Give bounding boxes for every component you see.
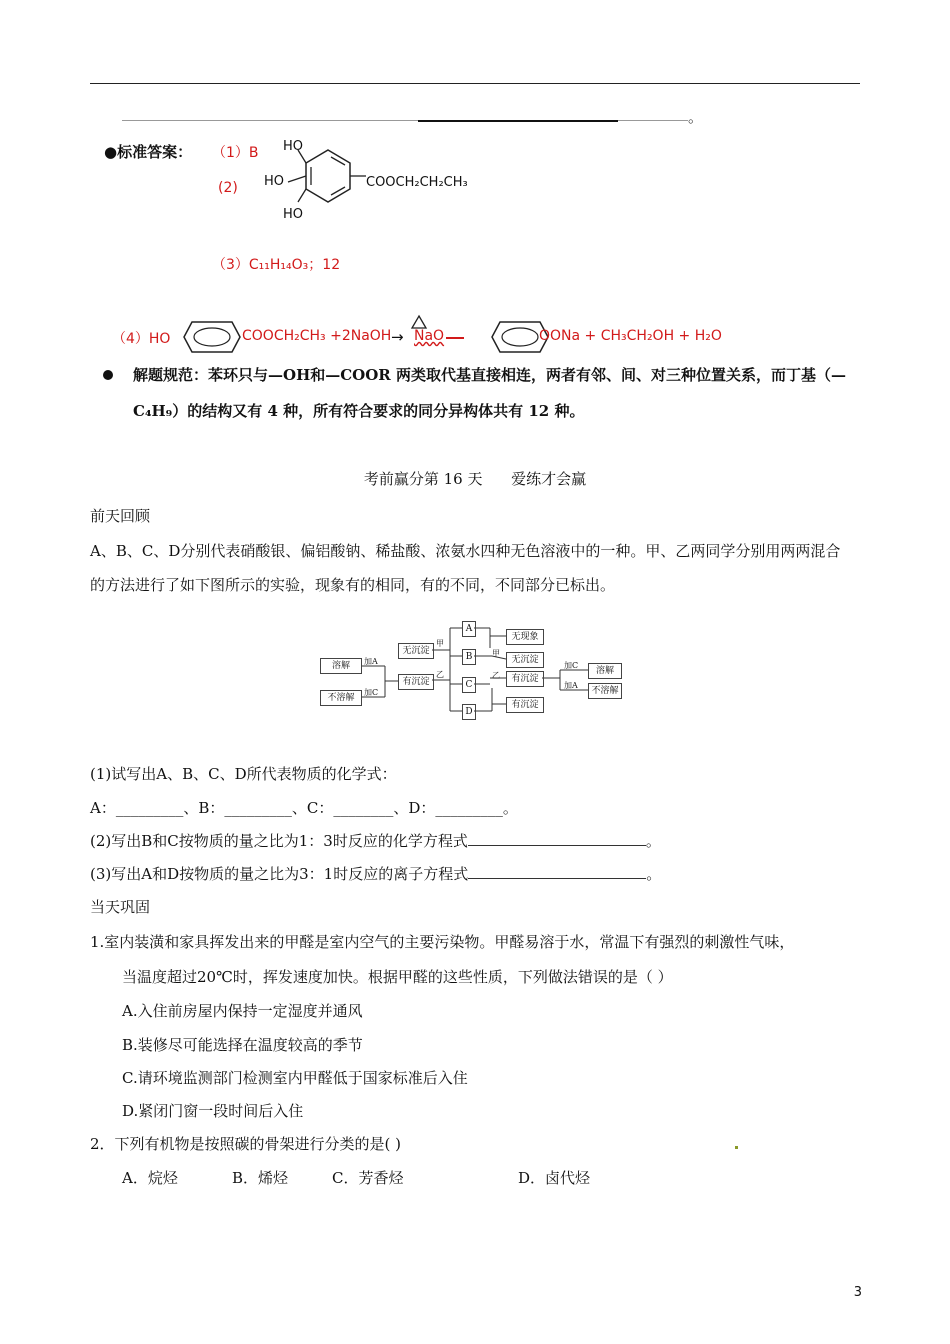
benzene-ring-1 — [182, 318, 242, 356]
eq-arrow: → — [391, 328, 404, 346]
mcq1-option-b[interactable]: B.装修尽可能选择在温度较高的季节 — [122, 1036, 363, 1054]
mcq2-option-d[interactable]: D．卤代烃 — [518, 1169, 591, 1187]
question-3-blank[interactable] — [468, 864, 646, 879]
mol-ester-group: COOCH₂CH₂CH₃ — [366, 175, 468, 190]
eq-lead: （4）HO — [112, 331, 171, 347]
mcq1-line1: 1.室内装潢和家具挥发出来的甲醛是室内空气的主要污染物。甲醛易溶于水，常温下有强烈的刺激性气味， — [90, 933, 795, 951]
mol-ho-bot: HO — [283, 207, 304, 222]
answer-blank-line-bold — [418, 120, 618, 122]
mol-ho-top: HO — [283, 139, 304, 154]
box-d: D — [462, 704, 476, 720]
box-has-ppt-left: 有沉淀 — [398, 674, 434, 690]
label-add-c-right: 加C — [564, 661, 579, 670]
answer-label: ●标准答案： — [104, 143, 193, 161]
box-has-ppt-right-2: 有沉淀 — [506, 697, 544, 713]
stray-dot — [735, 1146, 738, 1149]
box-a: A — [462, 621, 476, 637]
label-jia-right: 甲 — [492, 649, 500, 658]
top-line-end: 。 — [688, 108, 704, 126]
mcq2-option-b[interactable]: B．烯烃 — [232, 1169, 289, 1187]
section-title: 考前赢分第 16 天 爱练才会赢 — [363, 470, 587, 488]
eq-bond — [446, 337, 464, 339]
eq-tail: OONa + CH₃CH₂OH + H₂O — [539, 328, 722, 344]
label-add-c-left: 加C — [364, 688, 379, 697]
mol-ho-mid: HO — [264, 174, 285, 189]
experiment-diagram — [310, 618, 630, 724]
label-yi-left: 乙 — [436, 670, 444, 679]
label-jia-left: 甲 — [436, 639, 444, 648]
review-heading: 前天回顾 — [90, 507, 151, 525]
box-no-ppt-right: 无沉淀 — [506, 652, 544, 668]
note-line2: C₄H₉）的结构又有 4 种，所有符合要求的同分异构体共有 12 种。 — [133, 402, 585, 420]
mcq1-line2: 当温度超过20℃时，挥发速度加快。根据甲醛的这些性质，下列做法错误的是（ ） — [122, 968, 673, 986]
eq-ester-part: COOCH₂CH₃ +2NaOH — [242, 328, 392, 344]
mcq2-option-a[interactable]: A．烷烃 — [122, 1169, 178, 1187]
label-add-a-right: 加A — [564, 681, 578, 690]
mcq2-stem: 2．下列有机物是按照碳的骨架进行分类的是( ) — [90, 1135, 402, 1153]
question-3-end: 。 — [646, 865, 662, 883]
question-3 — [90, 863, 661, 884]
intro-line2: 的方法进行了如下图所示的实验，现象有的相同，有的不同，不同部分已标出。 — [90, 576, 616, 594]
eq-nao: NaO — [414, 328, 445, 344]
intro-line1: A、B、C、D分别代表硝酸银、偏铝酸钠、稀盐酸、浓氨水四种无色溶液中的一种。甲、乙两同学分别用两两混合 — [90, 542, 841, 560]
answer-part3: （3）C₁₁H₁₄O₃；12 — [212, 257, 341, 273]
mcq2-option-c[interactable]: C．芳香烃 — [332, 1169, 404, 1187]
note-bullet — [103, 370, 113, 380]
question-2-text: (2)写出B和C按物质的量之比为1：3时反应的化学方程式 — [90, 832, 468, 850]
box-no-phenomenon: 无现象 — [506, 629, 544, 645]
box-b: B — [462, 649, 476, 665]
box-has-ppt-right-1: 有沉淀 — [506, 671, 544, 687]
box-dissolve-right: 溶解 — [588, 663, 622, 679]
today-heading: 当天巩固 — [90, 898, 151, 916]
question-2-blank[interactable] — [468, 831, 646, 846]
answer-part2: (2) — [218, 180, 238, 196]
box-no-ppt-left: 无沉淀 — [398, 643, 434, 659]
page-number: 3 — [853, 1285, 862, 1300]
mcq1-option-d[interactable]: D.紧闭门窗一段时间后入住 — [122, 1102, 304, 1120]
question-3-text: (3)写出A和D按物质的量之比为3：1时反应的离子方程式 — [90, 865, 469, 883]
note-line1: 解题规范：苯环只与—OH和—COOR 两类取代基直接相连，两者有邻、间、对三种位置关系，而丁基（— — [133, 366, 847, 384]
question-2-end: 。 — [645, 832, 661, 850]
label-add-a-left: 加A — [364, 657, 378, 666]
header-rule — [90, 83, 860, 84]
box-insoluble-right: 不溶解 — [588, 683, 622, 699]
question-1: (1)试写出A、B、C、D所代表物质的化学式： — [90, 765, 397, 783]
label-yi-right: 乙 — [492, 671, 500, 680]
box-dissolve-left: 溶解 — [320, 658, 362, 674]
answer-part1: （1）B — [212, 145, 259, 161]
mcq1-option-c[interactable]: C.请环境监测部门检测室内甲醛低于国家标准后入住 — [122, 1069, 468, 1087]
box-insoluble-left: 不溶解 — [320, 690, 362, 706]
box-c: C — [462, 677, 476, 693]
mcq1-option-a[interactable]: A.入住前房屋内保持一定湿度并通风 — [122, 1002, 363, 1020]
question-1-blanks: A：_________、B：_________、C：________、D：_________。 — [90, 799, 518, 817]
question-2 — [90, 830, 661, 851]
